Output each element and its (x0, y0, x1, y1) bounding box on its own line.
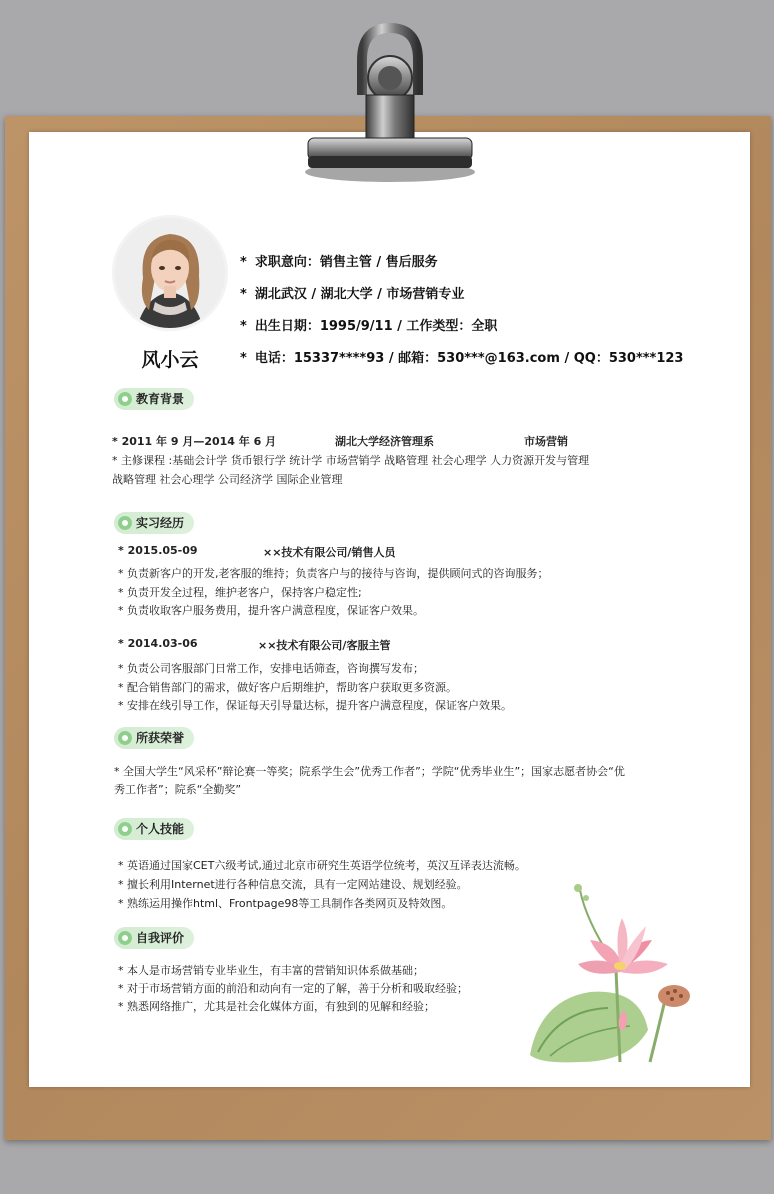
job2-company: ××技术有限公司/客服主管 (258, 639, 391, 652)
section-internship-header (114, 512, 194, 534)
skill-3: * 熟练运用操作html、Frontpage98等工具制作各类网页及特效图。 (118, 897, 453, 910)
skill-2: * 擅长利用Internet进行各种信息交流，具有一定网站建设、规划经验。 (118, 878, 468, 891)
edu-school: 湖北大学经济管理系 (335, 435, 434, 448)
bullet-dot-icon (118, 392, 132, 406)
info-contact-text: 电话：15337****93 / 邮箱：530***@163.com / QQ：530***123 (254, 351, 684, 366)
portrait-icon (115, 218, 225, 328)
self-eval-3: * 熟悉网络推广，尤其是社会化媒体方面，有独到的见解和经验； (118, 1000, 435, 1013)
job2-duty-3: * 安排在线引导工作，保证每天引导量达标，提升客户满意程度，保证客户效果。 (118, 699, 512, 712)
job2-duty-2: * 配合销售部门的需求，做好客户后期维护，帮助客户获取更多资源。 (118, 681, 457, 694)
binder-clip-icon (300, 20, 480, 185)
job1-duty-1: * 负责新客户的开发,老客服的维持；负责客户与的接待与咨询，提供顾问式的咨询服务； (118, 567, 549, 580)
edu-major: 市场营销 (524, 435, 568, 448)
honors-line1: * 全国大学生“风采杯”辩论赛一等奖；院系学生会”优秀工作者”；学院“优秀毕业生”；国家志愿者协会“优 (114, 765, 625, 778)
section-honors-title: 所获荣誉 (136, 731, 185, 745)
section-education-title: 教育背景 (136, 392, 185, 406)
info-job-intent: * 求职意向：销售主管 / 售后服务 (240, 255, 438, 270)
section-self-eval-title: 自我评价 (136, 931, 185, 945)
edu-courses-line1: * 主修课程 :基础会计学 货币银行学 统计学 市场营销学 战略管理 社会心理学 人力资源开发与管理 (112, 454, 590, 467)
candidate-name: 风小云 (141, 349, 199, 371)
bullet-dot-icon (118, 931, 132, 945)
info-birth-text: 出生日期：1995/9/11 / 工作类型：全职 (254, 319, 498, 334)
self-eval-1: * 本人是市场营销专业毕业生，有丰富的营销知识体系做基础； (118, 964, 424, 977)
info-job-intent-text: 求职意向：销售主管 / 售后服务 (254, 255, 438, 270)
section-education-header (114, 388, 194, 410)
section-honors-header (114, 727, 194, 749)
job1-duty-3: * 负责收取客户服务费用，提升客户满意程度，保证客户效果。 (118, 604, 424, 617)
info-location: * 湖北武汉 / 湖北大学 / 市场营销专业 (240, 287, 465, 302)
job2-duty-1: * 负责公司客服部门日常工作，安排电话筛查，咨询撰写发布； (118, 662, 424, 675)
section-skills-header (114, 818, 194, 840)
info-location-text: 湖北武汉 / 湖北大学 / 市场营销专业 (254, 287, 465, 302)
bullet-dot-icon (118, 731, 132, 745)
lotus-illustration-icon (520, 880, 700, 1065)
section-self-eval-header (114, 927, 194, 949)
info-birth: * 出生日期：1995/9/11 / 工作类型：全职 (240, 319, 498, 334)
job1-date: * 2015.05-09 (118, 544, 198, 557)
edu-period: * 2011 年 9 月—2014 年 6 月 (112, 435, 277, 448)
bullet-dot-icon (118, 516, 132, 530)
info-contact: * 电话：15337****93 / 邮箱：530***@163.com / QQ：530***123 (240, 351, 684, 366)
job1-company: ××技术有限公司/销售人员 (263, 546, 396, 559)
avatar (115, 218, 225, 328)
honors-line2: 秀工作者”；院系“全勤奖” (114, 783, 242, 796)
job1-duty-2: * 负责开发全过程，维护老客户，保持客户稳定性; (118, 586, 362, 599)
bullet-dot-icon (118, 822, 132, 836)
skill-1: * 英语通过国家CET六级考试,通过北京市研究生英语学位统考，英汉互译表达流畅。 (118, 859, 526, 872)
edu-courses-line2: 战略管理 社会心理学 公司经济学 国际企业管理 (112, 473, 343, 486)
section-internship-title: 实习经历 (136, 516, 185, 530)
section-skills-title: 个人技能 (136, 822, 185, 836)
job2-date: * 2014.03-06 (118, 637, 198, 650)
self-eval-2: * 对于市场营销方面的前沿和动向有一定的了解，善于分析和吸取经验； (118, 982, 468, 995)
